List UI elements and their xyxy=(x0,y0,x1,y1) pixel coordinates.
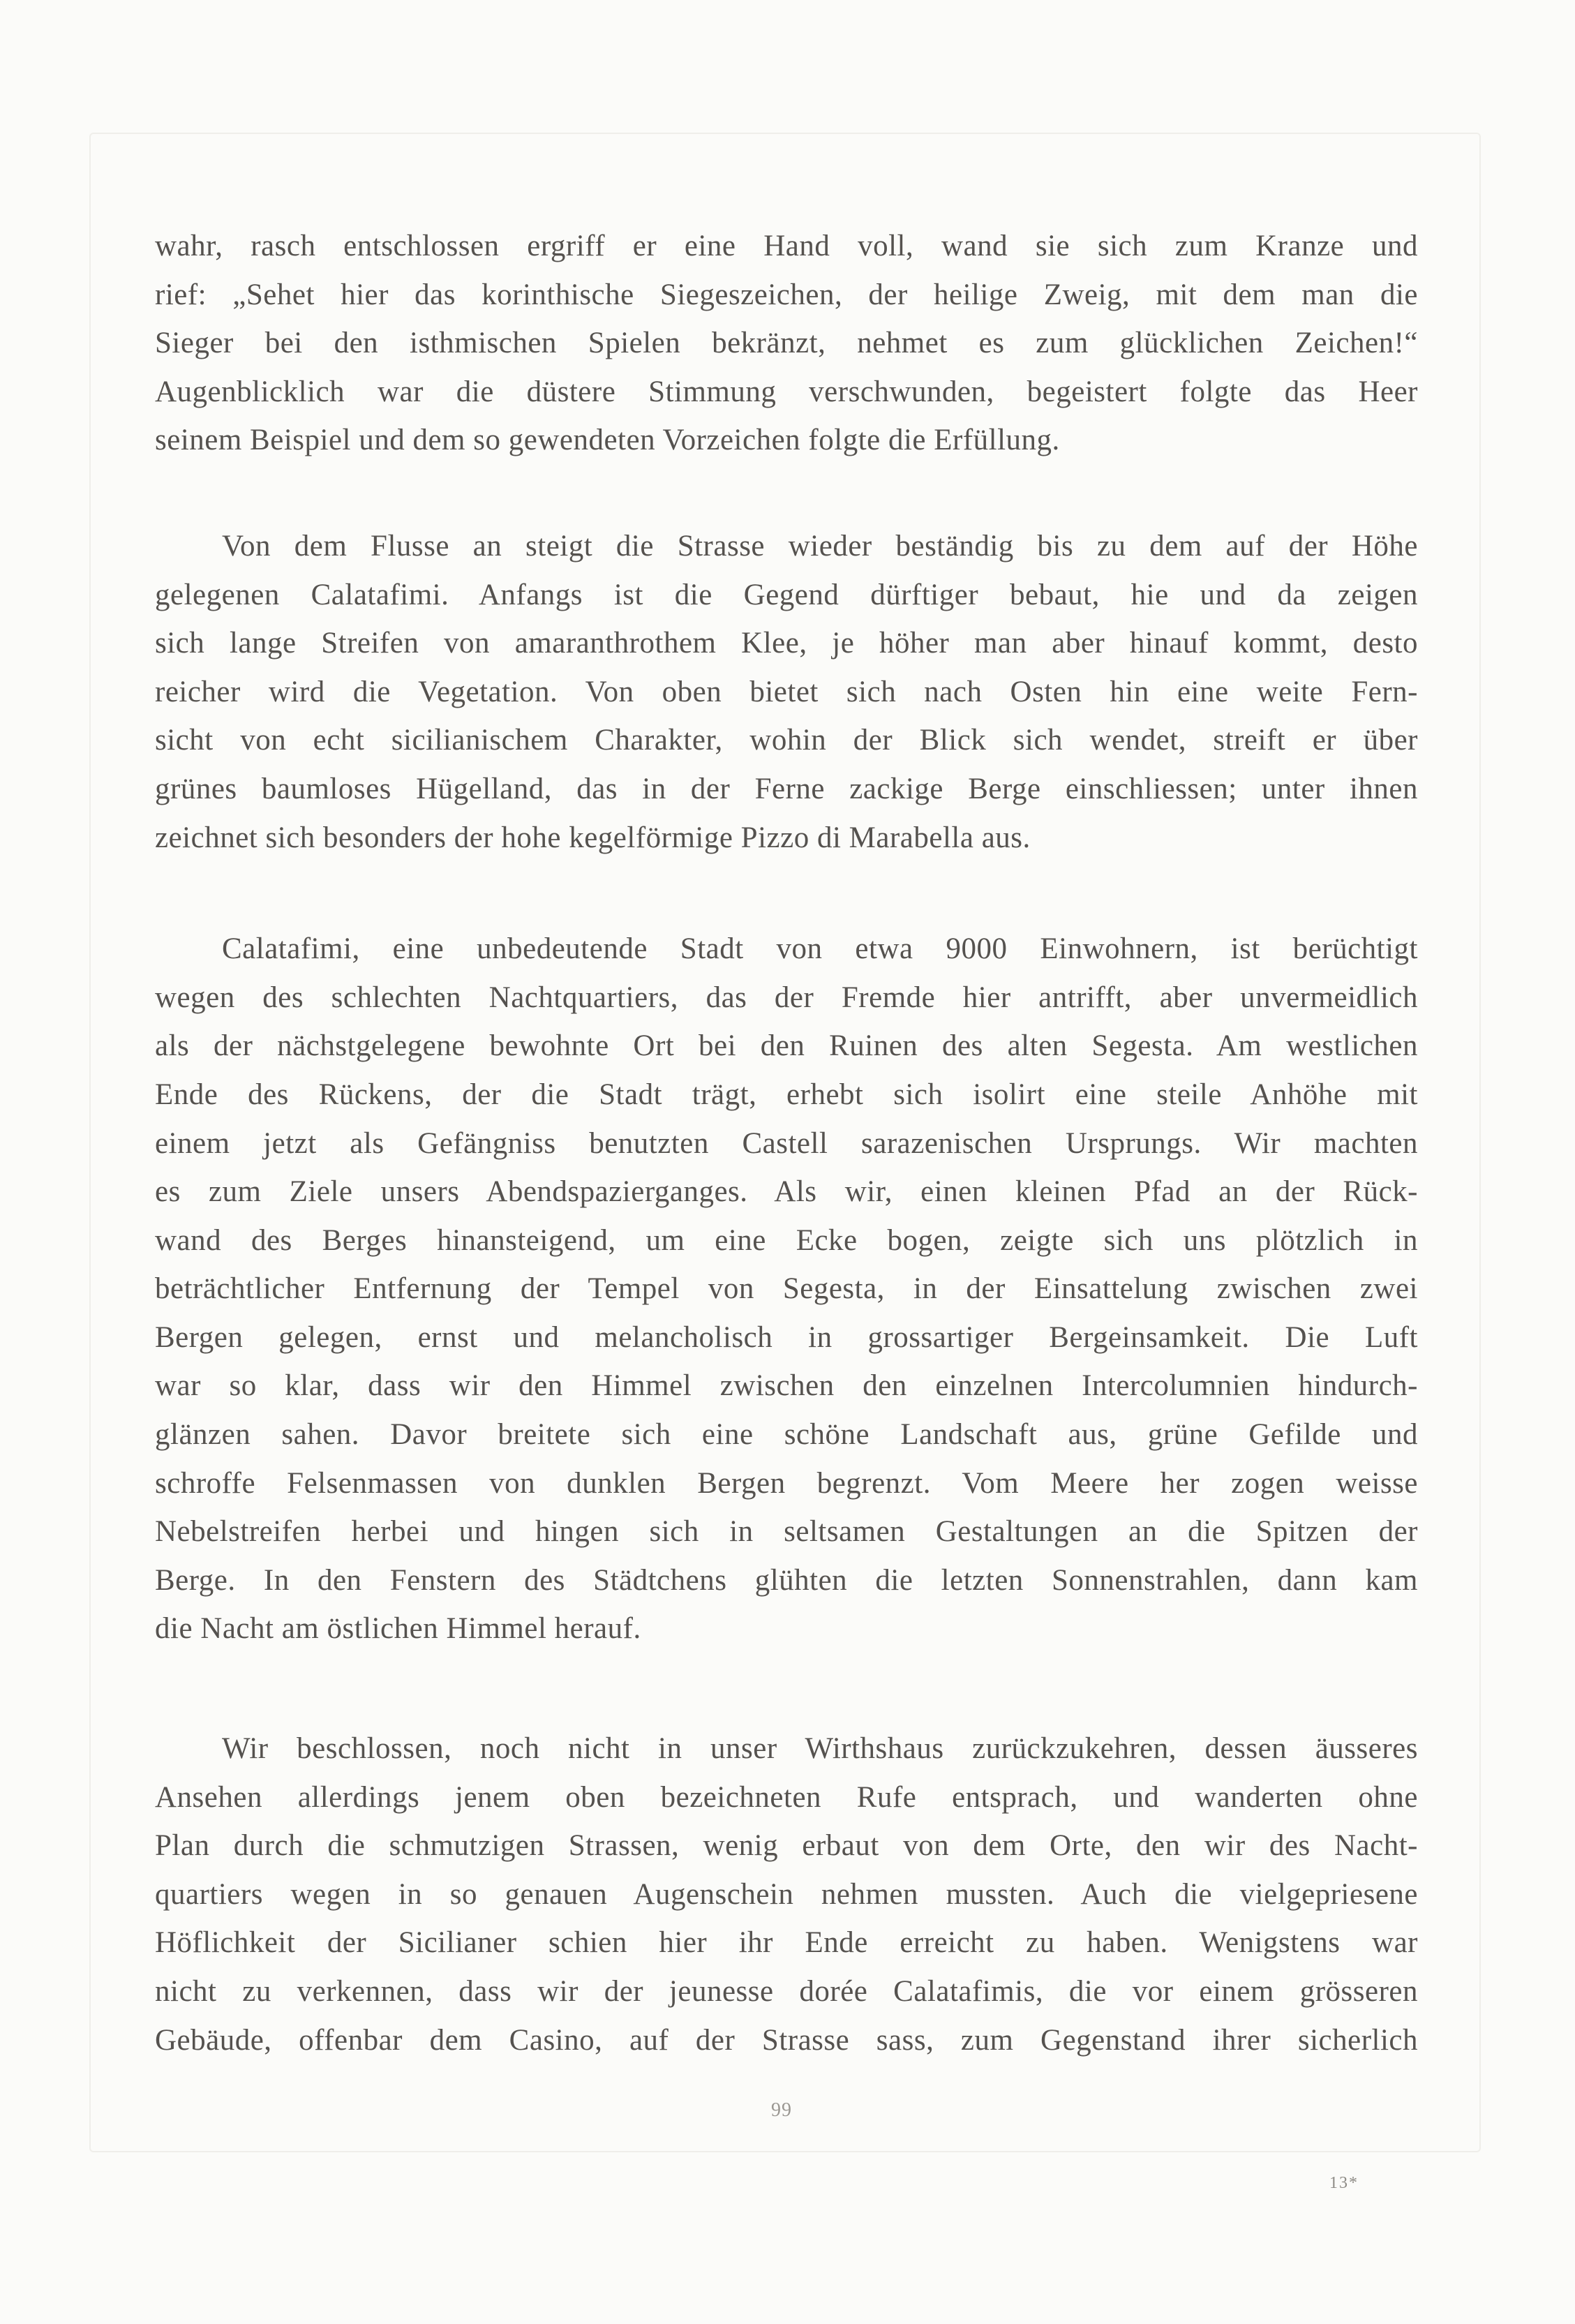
text-line: Nebelstreifen herbei und hingen sich in seltsamen Gestaltungen an die Spitzen der xyxy=(155,1515,1418,1549)
paragraph-4 xyxy=(155,1725,1418,2064)
text-line: einem jetzt als Gefängniss benutzten Castell sarazenischen Ursprungs. Wir machten xyxy=(155,1126,1418,1160)
text-line: zeichnet sich besonders der hohe kegelförmige Pizzo di Marabella aus. xyxy=(155,821,1031,854)
text-line: als der nächstgelegene bewohnte Ort bei den Ruinen des alten Segesta. Am westlichen xyxy=(155,1029,1418,1063)
text-line: schroffe Felsenmassen von dunklen Bergen begrenzt. Vom Meere her zogen weisse xyxy=(155,1466,1418,1500)
text-line: Sieger bei den isthmischen Spielen bekränzt, nehmet es zum glücklichen Zeichen!“ xyxy=(155,327,1418,360)
text-line: rief: „Sehet hier das korinthische Siegeszeichen, der heilige Zweig, mit dem man die xyxy=(155,278,1418,311)
text-line: Augenblicklich war die düstere Stimmung verschwunden, begeistert folgte das Heer xyxy=(155,375,1418,408)
text-line: war so klar, dass wir den Himmel zwischen den einzelnen Intercolumnien hindurch- xyxy=(155,1369,1418,1403)
text-line: gelegenen Calatafimi. Anfangs ist die Gegend dürftiger bebaut, hie und da zeigen xyxy=(155,578,1418,611)
text-line: grünes baumloses Hügelland, das in der Ferne zackige Berge einschliessen; unter ihnen xyxy=(155,772,1418,805)
text-line: Plan durch die schmutzigen Strassen, wenig erbaut von dem Orte, den wir des Nacht- xyxy=(155,1829,1418,1863)
text-line: es zum Ziele unsers Abendspazierganges. Als wir, einen kleinen Pfad an der Rück- xyxy=(155,1175,1418,1209)
text-line: Ende des Rückens, der die Stadt trägt, erhebt sich isolirt eine steile Anhöhe mit xyxy=(155,1078,1418,1111)
text-line: Von dem Flusse an steigt die Strasse wieder beständig bis zu dem auf der Höhe xyxy=(222,529,1418,563)
text-line: Wir beschlossen, noch nicht in unser Wirthshaus zurückzukehren, dessen äusseres xyxy=(222,1732,1418,1766)
text-line: Höflichkeit der Sicilianer schien hier ihr Ende erreicht zu haben. Wenigstens war xyxy=(155,1926,1418,1960)
text-line: glänzen sahen. Davor breitete sich eine schöne Landschaft aus, grüne Gefilde und xyxy=(155,1418,1418,1452)
printer-signature: 13* xyxy=(1329,2174,1359,2192)
paragraph-2 xyxy=(155,522,1418,862)
body-text xyxy=(155,222,1418,2064)
text-line: reicher wird die Vegetation. Von oben bietet sich nach Osten hin eine weite Fern- xyxy=(155,675,1418,708)
text-line: wahr, rasch entschlossen ergriff er eine Hand voll, wand sie sich zum Kranze und xyxy=(155,230,1418,262)
text-line: Ansehen allerdings jenem oben bezeichneten Rufe entsprach, und wanderten ohne xyxy=(155,1780,1418,1814)
text-line: nicht zu verkennen, dass wir der jeunesse dorée Calatafimis, die vor einem grösseren xyxy=(155,1975,1418,2008)
text-line: sicht von echt sicilianischem Charakter, wohin der Blick sich wendet, streift er über xyxy=(155,724,1418,757)
text-line: quartiers wegen in so genauen Augenschein nehmen mussten. Auch die vielgepriesene xyxy=(155,1877,1418,1911)
page-number: 99 xyxy=(771,2099,792,2121)
text-line: seinem Beispiel und dem so gewendeten Vorzeichen folgte die Erfüllung. xyxy=(155,424,1060,457)
text-line: wand des Berges hinansteigend, um eine Ecke bogen, zeigte sich uns plötzlich in xyxy=(155,1223,1418,1257)
text-line: wegen des schlechten Nachtquartiers, das der Fremde hier antrifft, aber unvermeidlich xyxy=(155,981,1418,1014)
text-line: Bergen gelegen, ernst und melancholisch in grossartiger Bergeinsamkeit. Die Luft xyxy=(155,1320,1418,1354)
paragraph-3 xyxy=(155,925,1418,1653)
paragraph-1 xyxy=(155,222,1418,465)
text-line: die Nacht am östlichen Himmel herauf. xyxy=(155,1612,641,1646)
text-line: beträchtlicher Entfernung der Tempel von Segesta, in der Einsattelung zwischen zwei xyxy=(155,1272,1418,1306)
text-line: Berge. In den Fenstern des Städtchens glühten die letzten Sonnenstrahlen, dann kam xyxy=(155,1563,1418,1597)
text-line: Gebäude, offenbar dem Casino, auf der Strasse sass, zum Gegenstand ihrer sicherlich xyxy=(155,2023,1418,2057)
text-line: sich lange Streifen von amaranthrothem Klee, je höher man aber hinauf kommt, desto xyxy=(155,627,1418,660)
text-line: Calatafimi, eine unbedeutende Stadt von etwa 9000 Einwohnern, ist berüchtigt xyxy=(222,932,1418,966)
